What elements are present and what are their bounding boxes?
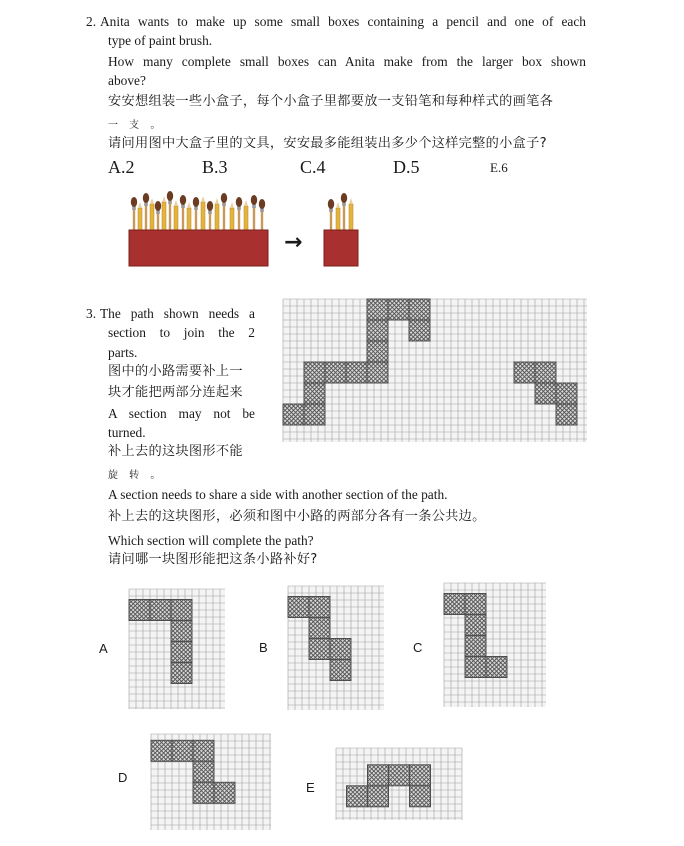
path-cell (304, 383, 325, 404)
path-cell (535, 383, 556, 404)
q2-option-e[interactable]: E.6 (490, 160, 508, 175)
paint-brush-icon (328, 199, 334, 232)
paint-brush-icon (155, 201, 161, 232)
q3-text-cn-b1: 补上去的这块图形不能 (108, 444, 243, 459)
choice-d-label[interactable]: D (118, 770, 128, 785)
path-cell (465, 594, 486, 615)
q2-text-cn-1: 安安想组装一些小盒子，每个小盒子里都要放一支铅笔和每种样式的画笔各 (108, 94, 554, 109)
large-pencil-box-illustration (126, 180, 272, 268)
paint-brush-icon (180, 195, 186, 232)
choice-e-grid[interactable] (336, 748, 462, 820)
path-cell (465, 636, 486, 657)
path-cell (409, 320, 430, 341)
q2-text-en-4: above? (108, 73, 146, 88)
small-box-items (328, 193, 353, 232)
q2-option-c[interactable]: C.4 (300, 157, 326, 177)
path-cell (283, 404, 304, 425)
path-cell (388, 299, 409, 320)
q3-text-en-b1: A section may not be (108, 406, 255, 421)
path-cell (171, 621, 192, 642)
q3-text-en-d: Which section will complete the path? (108, 533, 314, 548)
pencil-icon (201, 196, 205, 232)
path-cell (304, 404, 325, 425)
path-cell (556, 383, 577, 404)
paint-brush-icon (167, 191, 173, 232)
pencil-icon (230, 202, 234, 232)
pencil-icon (187, 202, 191, 232)
path-cell (193, 761, 214, 782)
path-cell (389, 765, 410, 786)
choice-a-label[interactable]: A (99, 641, 108, 656)
path-cell (410, 786, 431, 807)
q2-option-d[interactable]: D.5 (393, 157, 420, 177)
choice-b-grid[interactable] (288, 586, 384, 710)
path-cell (486, 657, 507, 678)
path-cell (150, 600, 171, 621)
path-cell (288, 597, 309, 618)
path-cell (368, 765, 389, 786)
q2-text-cn-2: 一 支 。 (108, 120, 165, 131)
path-cell (346, 362, 367, 383)
choice-d-grid[interactable] (151, 734, 271, 830)
path-cell (444, 594, 465, 615)
q3-number: 3. (86, 306, 97, 321)
choice-a-grid[interactable] (129, 589, 225, 709)
q3-text-cn-a1: 图中的小路需要补上一 (108, 364, 243, 379)
paint-brush-icon (251, 195, 257, 232)
path-cell (172, 740, 193, 761)
q2-number: 2. (86, 14, 97, 29)
choice-e-label[interactable]: E (306, 780, 315, 795)
paint-brush-icon (143, 193, 149, 232)
path-cell (535, 362, 556, 383)
pencils-and-brushes (131, 191, 265, 232)
path-cell (193, 740, 214, 761)
q2-text-en-2: type of paint brush. (108, 33, 213, 48)
path-cell (409, 299, 430, 320)
pencil-icon (138, 202, 142, 232)
q3-text-en-c: A section needs to share a side with another section of the path. (108, 487, 448, 502)
q2-option-b[interactable]: B.3 (202, 157, 228, 177)
q3-text-cn-c: 补上去的这块图形，必须和图中小路的两部分各有一条公共边。 (108, 509, 486, 524)
small-box (324, 230, 358, 266)
choice-b-label[interactable]: B (259, 640, 268, 655)
q3-text-en-a1: The path shown needs a (100, 306, 255, 321)
path-cell (171, 663, 192, 684)
path-cell (330, 660, 351, 681)
path-cell (514, 362, 535, 383)
pencil-icon (244, 200, 248, 232)
paint-brush-icon (341, 193, 347, 232)
q3-text-en-b2: turned. (108, 425, 146, 440)
path-cell (171, 600, 192, 621)
path-cell (214, 782, 235, 803)
path-cell (309, 618, 330, 639)
path-cell (151, 740, 172, 761)
q3-text-cn-a2: 块才能把两部分连起来 (108, 385, 243, 400)
path-cell (367, 362, 388, 383)
paint-brush-icon (193, 197, 199, 232)
path-cell (309, 639, 330, 660)
path-cell (325, 362, 346, 383)
choice-c-label[interactable]: C (413, 640, 423, 655)
path-cell (367, 320, 388, 341)
q2-text-en-3: How many complete small boxes can Anita make from the larger box shown (108, 54, 586, 69)
path-cell (465, 657, 486, 678)
choice-c-grid[interactable] (444, 583, 546, 707)
pencil-icon (215, 198, 219, 232)
pencil-icon (349, 198, 353, 232)
q2-text-en-1: Anita wants to make up some small boxes containing a pencil and one of each (100, 14, 586, 29)
pencil-icon (174, 200, 178, 232)
path-cell (410, 765, 431, 786)
path-cell (556, 404, 577, 425)
paint-brush-icon (221, 193, 227, 232)
q3-text-cn-d: 请问哪一块图形能把这条小路补好? (108, 552, 318, 567)
q3-text-en-a3: parts. (108, 345, 138, 360)
large-box (129, 230, 268, 266)
pencil-icon (162, 196, 166, 232)
path-cell (193, 782, 214, 803)
paint-brush-icon (207, 201, 213, 232)
path-cell (367, 341, 388, 362)
q3-text-en-a2: section to join the 2 (108, 325, 255, 340)
pencil-icon (336, 202, 340, 232)
path-cell (465, 615, 486, 636)
paint-brush-icon (131, 197, 137, 232)
path-cell (129, 600, 150, 621)
path-cell (304, 362, 325, 383)
path-grid-figure (283, 299, 587, 442)
path-cell (330, 639, 351, 660)
path-cell (368, 786, 389, 807)
path-cell (367, 299, 388, 320)
paint-brush-icon (236, 197, 242, 232)
small-pencil-box-illustration (322, 180, 362, 268)
paint-brush-icon (259, 199, 265, 232)
arrow-icon: → (284, 230, 303, 255)
path-cell (309, 597, 330, 618)
q3-text-cn-b2: 旋 转 。 (108, 470, 165, 481)
q2-option-a[interactable]: A.2 (108, 157, 135, 177)
pencil-icon (150, 198, 154, 232)
path-cell (347, 786, 368, 807)
q2-text-cn-3: 请问用图中大盒子里的文具，安安最多能组装出多少个这样完整的小盒子? (108, 136, 547, 151)
path-cell (171, 642, 192, 663)
